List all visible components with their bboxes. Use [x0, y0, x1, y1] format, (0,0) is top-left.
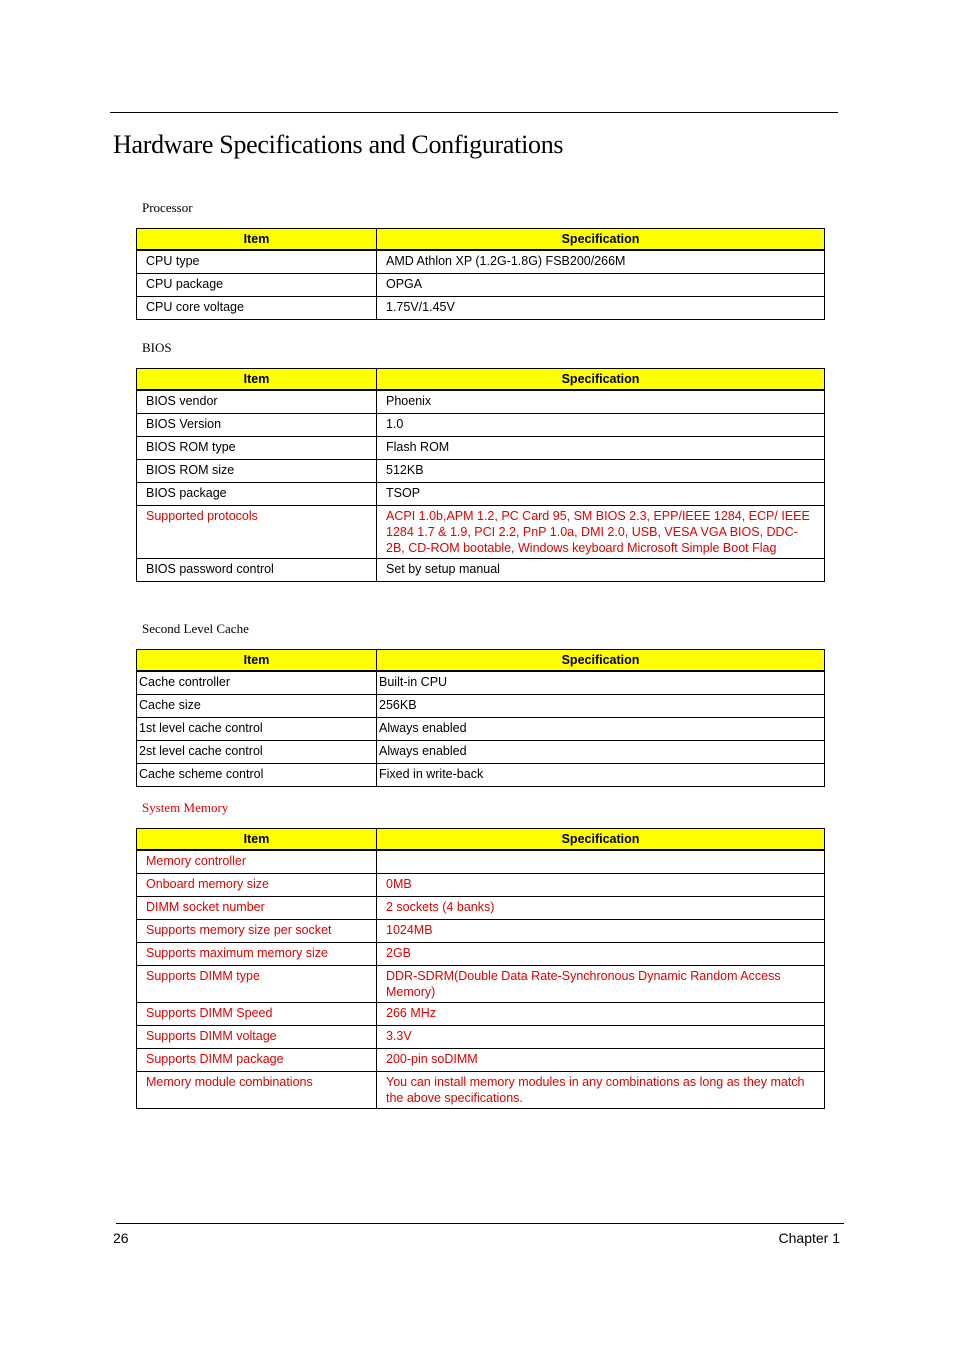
processor-heading: Processor: [142, 200, 193, 215]
row-item: Memory controller: [137, 850, 377, 874]
row-item: BIOS package: [137, 483, 377, 506]
row-item: Onboard memory size: [137, 874, 377, 897]
row-spec: 256KB: [377, 695, 825, 718]
bios-heading: BIOS: [142, 340, 172, 355]
row-item: Cache size: [137, 695, 377, 718]
row-spec: 2 sockets (4 banks): [377, 897, 825, 920]
table-row: [137, 390, 825, 414]
table-header-row: [137, 829, 825, 851]
row-item: Supports DIMM type: [137, 966, 377, 1003]
table-row: [137, 920, 825, 943]
row-spec: Always enabled: [377, 741, 825, 764]
row-item: Supports maximum memory size: [137, 943, 377, 966]
table-row: [137, 1072, 825, 1109]
table-row: [137, 250, 825, 274]
row-spec: 2GB: [377, 943, 825, 966]
table-row: [137, 1003, 825, 1026]
column-header-item: Item: [137, 369, 377, 391]
row-spec: 512KB: [377, 460, 825, 483]
column-header-specification: Specification: [377, 229, 825, 251]
table-row: [137, 671, 825, 695]
table-row: [137, 741, 825, 764]
row-spec: 0MB: [377, 874, 825, 897]
row-spec: 1024MB: [377, 920, 825, 943]
row-item: BIOS Version: [137, 414, 377, 437]
row-spec: Flash ROM: [377, 437, 825, 460]
cache-heading: Second Level Cache: [142, 621, 249, 636]
row-spec: 200-pin soDIMM: [377, 1049, 825, 1072]
row-spec: OPGA: [377, 274, 825, 297]
table-row: [137, 460, 825, 483]
row-spec: AMD Athlon XP (1.2G-1.8G) FSB200/266M: [377, 250, 825, 274]
row-item: Supports memory size per socket: [137, 920, 377, 943]
table-header-row: [137, 650, 825, 672]
row-item: BIOS vendor: [137, 390, 377, 414]
row-item: 2st level cache control: [137, 741, 377, 764]
table-row: [137, 506, 825, 559]
column-header-item: Item: [137, 650, 377, 672]
footer-rule: [116, 1223, 844, 1224]
row-item: Memory module combinations: [137, 1072, 377, 1109]
table-row: [137, 274, 825, 297]
row-item: CPU package: [137, 274, 377, 297]
table-row: [137, 1049, 825, 1072]
row-item: BIOS ROM type: [137, 437, 377, 460]
table-row: [137, 483, 825, 506]
table-row: [137, 874, 825, 897]
row-item: 1st level cache control: [137, 718, 377, 741]
table-row: [137, 695, 825, 718]
row-spec: DDR-SDRM(Double Data Rate-Synchronous Dynamic Random Access Memory): [377, 966, 825, 1003]
table-row: [137, 897, 825, 920]
row-spec: ACPI 1.0b,APM 1.2, PC Card 95, SM BIOS 2.3, EPP/IEEE 1284, ECP/ IEEE 1284 1.7 & 1.9, PCI 2.2, PnP 1.0a, DMI 2.0, USB, VESA VGA BIOS, DDC-2B, CD-ROM bootable, Windows keyboard Microsoft Simple Boot Flag: [377, 506, 825, 559]
table-header-row: [137, 369, 825, 391]
row-item: BIOS password control: [137, 559, 377, 582]
footer-page-number: 26: [113, 1230, 129, 1246]
row-spec: TSOP: [377, 483, 825, 506]
row-spec: Built-in CPU: [377, 671, 825, 695]
row-spec: Set by setup manual: [377, 559, 825, 582]
row-spec: You can install memory modules in any combinations as long as they match the above specifications.: [377, 1072, 825, 1109]
table-row: [137, 437, 825, 460]
table-row: [137, 850, 825, 874]
row-spec: Phoenix: [377, 390, 825, 414]
table-row: [137, 559, 825, 582]
table-row: [137, 297, 825, 320]
memory-heading: System Memory: [142, 800, 229, 815]
bios-table: [136, 368, 825, 582]
row-item: Cache controller: [137, 671, 377, 695]
table-row: [137, 718, 825, 741]
row-item: Supports DIMM voltage: [137, 1026, 377, 1049]
column-header-specification: Specification: [377, 650, 825, 672]
row-item: Supported protocols: [137, 506, 377, 559]
column-header-specification: Specification: [377, 829, 825, 851]
memory-table: [136, 828, 825, 1109]
table-row: [137, 966, 825, 1003]
column-header-item: Item: [137, 829, 377, 851]
row-item: Cache scheme control: [137, 764, 377, 787]
row-item: CPU type: [137, 250, 377, 274]
row-item: Supports DIMM Speed: [137, 1003, 377, 1026]
row-spec: 1.75V/1.45V: [377, 297, 825, 320]
table-row: [137, 414, 825, 437]
column-header-specification: Specification: [377, 369, 825, 391]
footer-chapter: Chapter 1: [778, 1230, 840, 1246]
cache-table: [136, 649, 825, 787]
row-spec: Always enabled: [377, 718, 825, 741]
page-title: Hardware Specifications and Configurations: [113, 130, 564, 159]
table-header-row: [137, 229, 825, 251]
row-spec: [377, 850, 825, 874]
row-item: CPU core voltage: [137, 297, 377, 320]
row-spec: Fixed in write-back: [377, 764, 825, 787]
row-item: BIOS ROM size: [137, 460, 377, 483]
processor-table: [136, 228, 825, 320]
column-header-item: Item: [137, 229, 377, 251]
table-row: [137, 764, 825, 787]
row-item: Supports DIMM package: [137, 1049, 377, 1072]
row-spec: 266 MHz: [377, 1003, 825, 1026]
row-spec: 3.3V: [377, 1026, 825, 1049]
row-spec: 1.0: [377, 414, 825, 437]
table-row: [137, 1026, 825, 1049]
top-rule: [110, 112, 838, 113]
table-row: [137, 943, 825, 966]
row-item: DIMM socket number: [137, 897, 377, 920]
